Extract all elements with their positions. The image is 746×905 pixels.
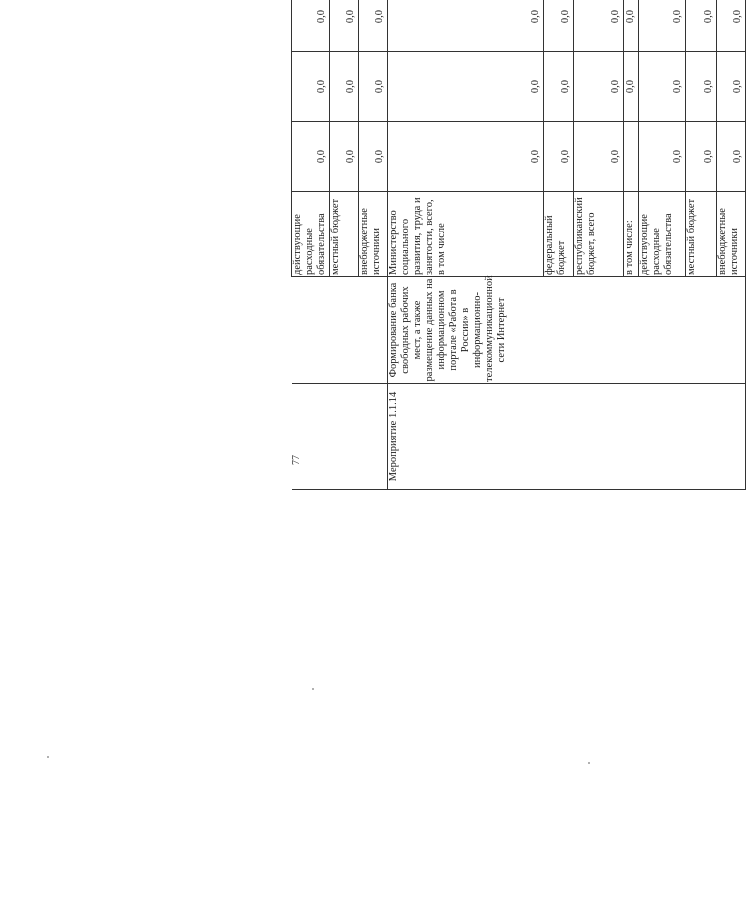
code-cell-empty (359, 384, 388, 490)
value-cell: 0,0 (330, 0, 359, 52)
scan-speck (312, 688, 314, 690)
value-cell: 0,0 (544, 52, 574, 122)
source-cell: действующие расходные обязательства (292, 192, 330, 277)
source-cell: внебюджетные источники (716, 192, 745, 277)
source-cell: местный бюджет (685, 192, 716, 277)
value-cell: 0,0 (685, 52, 716, 122)
financing-table (291, 0, 746, 490)
source-cell: местный бюджет (330, 192, 359, 277)
value-cell: 0,0 (639, 52, 686, 122)
value-cell: 0,0 (716, 0, 745, 52)
rotated-page (291, 0, 746, 490)
value-cell: 0,0 (623, 52, 639, 122)
value-cell: 0,0 (574, 122, 624, 192)
value-cell: 0,0 (544, 122, 574, 192)
measure-name: Формирование банка свободных рабочих мест, а также размещение данных на информационном портале «Работа в России» в информационно-телекоммуникационной сети Интернет (388, 277, 746, 384)
source-cell: Министерство социального развития, труда и занятости, всего, в том числе (388, 192, 544, 277)
table-row (330, 0, 359, 490)
scan-speck (588, 762, 590, 764)
code-cell-empty (292, 384, 330, 490)
value-cell: 0,0 (388, 52, 544, 122)
value-cell: 0,0 (330, 52, 359, 122)
table-row (292, 0, 330, 490)
value-cell (623, 122, 639, 192)
page-number: 77 (291, 455, 302, 465)
value-cell: 0,0 (623, 0, 639, 52)
source-cell: в том числе: (623, 192, 639, 277)
value-cell: 0,0 (544, 0, 574, 52)
value-cell: 0,0 (685, 122, 716, 192)
name-cell-empty (330, 277, 359, 384)
value-cell: 0,0 (330, 122, 359, 192)
value-cell: 0,0 (685, 0, 716, 52)
value-cell: 0,0 (388, 0, 544, 52)
name-cell-empty (292, 277, 330, 384)
source-cell: действующие расходные обязательства (639, 192, 686, 277)
value-cell: 0,0 (716, 122, 745, 192)
value-cell: 0,0 (388, 122, 544, 192)
value-cell: 0,0 (574, 0, 624, 52)
scan-speck (47, 756, 49, 758)
value-cell: 0,0 (359, 52, 388, 122)
measure-code: Мероприятие 1.1.14 (388, 384, 746, 490)
value-cell: 0,0 (292, 52, 330, 122)
source-cell: внебюджетные источники (359, 192, 388, 277)
value-cell: 0,0 (292, 122, 330, 192)
value-cell: 0,0 (716, 52, 745, 122)
source-cell: республиканский бюджет, всего (574, 192, 624, 277)
table-row (388, 0, 544, 490)
value-cell: 0,0 (639, 122, 686, 192)
value-cell: 0,0 (359, 122, 388, 192)
value-cell: 0,0 (639, 0, 686, 52)
value-cell: 0,0 (292, 0, 330, 52)
source-cell: федеральный бюджет (544, 192, 574, 277)
code-cell-empty (330, 384, 359, 490)
table-row (359, 0, 388, 490)
value-cell: 0,0 (574, 52, 624, 122)
name-cell-empty (359, 277, 388, 384)
value-cell: 0,0 (359, 0, 388, 52)
